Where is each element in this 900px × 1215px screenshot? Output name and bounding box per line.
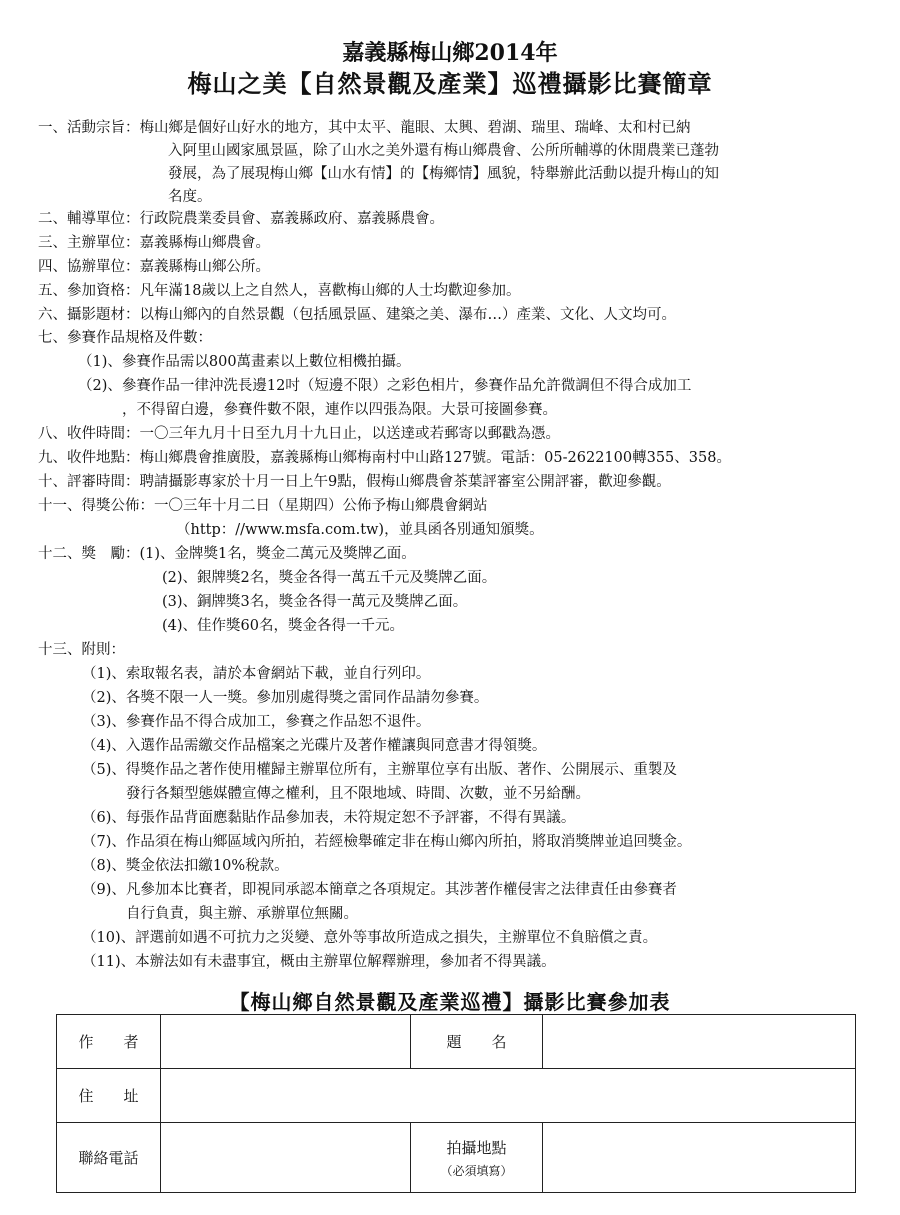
text-line: （7)、作品須在梅山鄉區域內所拍，若經檢舉確定非在梅山鄉內所拍，將取消獎牌並追回獎金。 xyxy=(82,834,692,850)
text-line: （2)、各獎不限一人一獎。參加別處得獎之雷同作品請勿參賽。 xyxy=(82,690,489,706)
text-line: （8)、獎金依法扣繳10%稅款。 xyxy=(82,858,289,874)
text-line: ，不得留白邊，參賽件數不限，連作以四張為限。大景可接圖參賽。 xyxy=(122,402,557,418)
text-line: （10)、評選前如遇不可抗力之災變、意外等事故所造成之損失，主辦單位不負賠償之責。 xyxy=(82,930,658,946)
location-label-cell xyxy=(410,1123,543,1193)
text-line: （4)、入選作品需繳交作品檔案之光碟片及著作權讓與同意書才得領獎。 xyxy=(82,738,547,754)
text-line: (3)、銅牌獎3名，獎金各得一萬元及獎牌乙面。 xyxy=(162,594,468,610)
text-line: 六、攝影題材：以梅山鄉內的自然景觀（包括風景區、建築之美、瀑布…）產業、文化、人文均可。 xyxy=(38,307,676,323)
text-line: 十二、獎 勵：(1)、金牌獎1名，獎金二萬元及獎牌乙面。 xyxy=(38,546,416,562)
location-note: （必須填寫） xyxy=(440,1163,513,1178)
text-line: 十三、附則： xyxy=(38,642,125,658)
text-line: 名度。 xyxy=(168,189,212,205)
text-line: 十一、得獎公佈：一〇三年十月二日（星期四）公佈予梅山鄉農會網站 xyxy=(38,498,488,514)
text-line: (2)、銀牌獎2名，獎金各得一萬五千元及獎牌乙面。 xyxy=(162,570,497,586)
text-line: 四、協辦單位：嘉義縣梅山鄉公所。 xyxy=(38,259,270,275)
text-line: （5)、得獎作品之著作使用權歸主辦單位所有，主辦單位享有出版、著作、公開展示、重製及 xyxy=(82,762,677,778)
text-line: （http：//www.msfa.com.tw)，並具函各別通知頒獎。 xyxy=(176,522,544,538)
text-line: (4)、佳作獎60名，獎金各得一千元。 xyxy=(162,618,404,634)
subject-field[interactable] xyxy=(543,1015,856,1069)
text-line: （2)、參賽作品一律沖洗長邊12吋（短邊不限）之彩色相片，參賽作品允許微調但不得合成加工 xyxy=(78,378,692,394)
text-line: （1)、索取報名表，請於本會網站下載，並自行列印。 xyxy=(82,666,431,682)
author-label: 作 者 xyxy=(57,1015,161,1069)
text-line: （6)、每張作品背面應黏貼作品參加表，未符規定恕不予評審，不得有異議。 xyxy=(82,810,576,826)
text-line: 一、活動宗旨：梅山鄉是個好山好水的地方，其中太平、龍眼、太興、碧湖、瑞里、瑞峰、太和村已納 xyxy=(38,120,691,136)
text-line: （9)、凡參加本比賽者，即視同承認本簡章之各項規定。其涉著作權侵害之法律責任由參賽者 xyxy=(82,882,677,898)
text-line: 七、參賽作品規格及件數： xyxy=(38,330,212,346)
text-line: （11)、本辦法如有未盡事宜，概由主辦單位解釋辦理，參加者不得異議。 xyxy=(82,954,556,970)
phone-label: 聯絡電話 xyxy=(57,1123,161,1193)
subject-label: 題 名 xyxy=(410,1015,543,1069)
entry-form-table xyxy=(56,1014,856,1193)
doc-title-main: 梅山之美【自然景觀及產業】巡禮攝影比賽簡章 xyxy=(187,69,713,98)
text-line: 三、主辦單位：嘉義縣梅山鄉農會。 xyxy=(38,235,270,251)
text-line: 入阿里山國家風景區，除了山水之美外還有梅山鄉農會、公所所輔導的休閒農業已蓬勃 xyxy=(168,143,719,159)
location-field[interactable] xyxy=(543,1123,856,1193)
text-line: 發行各類型態媒體宣傳之權利，且不限地域、時間、次數，並不另給酬。 xyxy=(126,786,590,802)
text-line: 九、收件地點：梅山鄉農會推廣股，嘉義縣梅山鄉梅南村中山路127號。電話：05-2622100轉355、358。 xyxy=(38,450,731,466)
address-field[interactable] xyxy=(160,1069,855,1123)
text-line: （1)、參賽作品需以800萬畫素以上數位相機拍攝。 xyxy=(78,354,411,370)
text-line: 發展，為了展現梅山鄉【山水有情】的【梅鄉情】風貌，特舉辦此活動以提升梅山的知 xyxy=(168,166,719,182)
phone-field[interactable] xyxy=(160,1123,410,1193)
doc-title-year: 嘉義縣梅山鄉2014年 xyxy=(342,40,558,66)
entry-form-title: 【梅山鄉自然景觀及產業巡禮】攝影比賽參加表 xyxy=(229,990,671,1014)
text-line: （3)、參賽作品不得合成加工，參賽之作品恕不退件。 xyxy=(82,714,431,730)
text-line: 自行負責，與主辦、承辦單位無關。 xyxy=(126,906,358,922)
text-line: 五、參加資格：凡年滿18歲以上之自然人，喜歡梅山鄉的人士均歡迎參加。 xyxy=(38,283,521,299)
location-label: 拍攝地點 xyxy=(446,1138,507,1157)
address-label: 住 址 xyxy=(57,1069,161,1123)
author-field[interactable] xyxy=(160,1015,410,1069)
text-line: 二、輔導單位：行政院農業委員會、嘉義縣政府、嘉義縣農會。 xyxy=(38,211,444,227)
text-line: 十、評審時間：聘請攝影專家於十月一日上午9點，假梅山鄉農會茶葉評審室公開評審，歡迎參觀。 xyxy=(38,474,671,490)
text-line: 八、收件時間：一〇三年九月十日至九月十九日止，以送達或若郵寄以郵戳為憑。 xyxy=(38,426,560,442)
